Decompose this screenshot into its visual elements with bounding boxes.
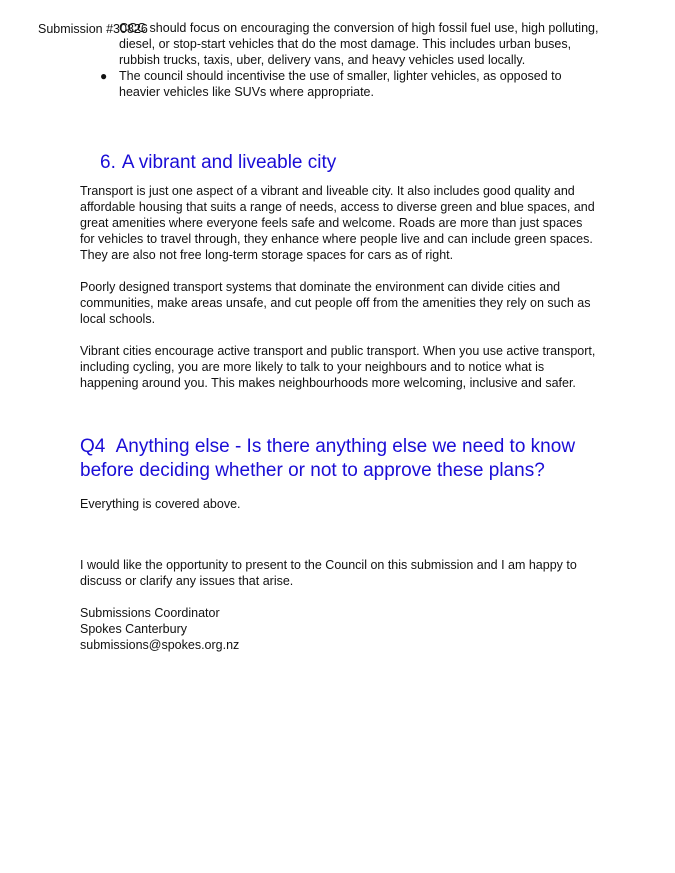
- question-answer: Everything is covered above.: [80, 497, 241, 511]
- signature-role: Submissions Coordinator: [80, 606, 220, 620]
- submission-id: Submission #30826: [38, 22, 148, 36]
- section-title: A vibrant and liveable city: [121, 152, 337, 173]
- paragraph: Transport is just one aspect of a vibrant and liveable city. It also includes good quality and affordable housing that suits a range of needs, access to diverse green and blue spaces, and great amenities where everyone feels safe and welcome. Roads are more than just spaces for vehicles to travel through, they enhance where people live and can include green spaces. They are also not free long-term storage spaces for cars as of right.: [80, 184, 595, 262]
- bullet-text: The council should incentivise the use of smaller, lighter vehicles, as opposed to heavier vehicles like SUVs where appropriate.: [119, 69, 562, 99]
- signature-email: submissions@spokes.org.nz: [80, 638, 240, 652]
- bullet-list: [100, 20, 600, 100]
- section-heading: [100, 151, 336, 175]
- section-number: 6.: [100, 152, 116, 173]
- bullet-dot-icon: ●: [100, 69, 108, 83]
- question-title: Anything else - Is there anything else we need to know before deciding whether or not to approve these plans?: [80, 436, 576, 481]
- paragraph: Poorly designed transport systems that dominate the environment can divide cities and communities, make areas unsafe, and cut people off from the amenities they rely on such as local schools.: [80, 280, 591, 326]
- list-item: [100, 68, 600, 100]
- paragraph: Vibrant cities encourage active transport and public transport. When you use active transport, including cycling, you are more likely to talk to your neighbours and to notice what is happening around you. This makes neighbourhoods more welcoming, inclusive and safer.: [80, 344, 596, 390]
- question-heading: [80, 435, 620, 483]
- signature-organisation: Spokes Canterbury: [80, 622, 188, 636]
- question-number: Q4: [80, 436, 106, 457]
- signature-block: [80, 605, 600, 653]
- closing-statement: I would like the opportunity to present to the Council on this submission and I am happy to discuss or clarify any issues that arise.: [80, 558, 577, 588]
- list-item: [100, 20, 600, 68]
- bullet-text: CCC should focus on encouraging the conversion of high fossil fuel use, high polluting, diesel, or stop-start vehicles that do the most damage. This includes urban buses, rubbish trucks, taxis, uber, delivery vans, and heavy vehicles used locally.: [119, 21, 599, 67]
